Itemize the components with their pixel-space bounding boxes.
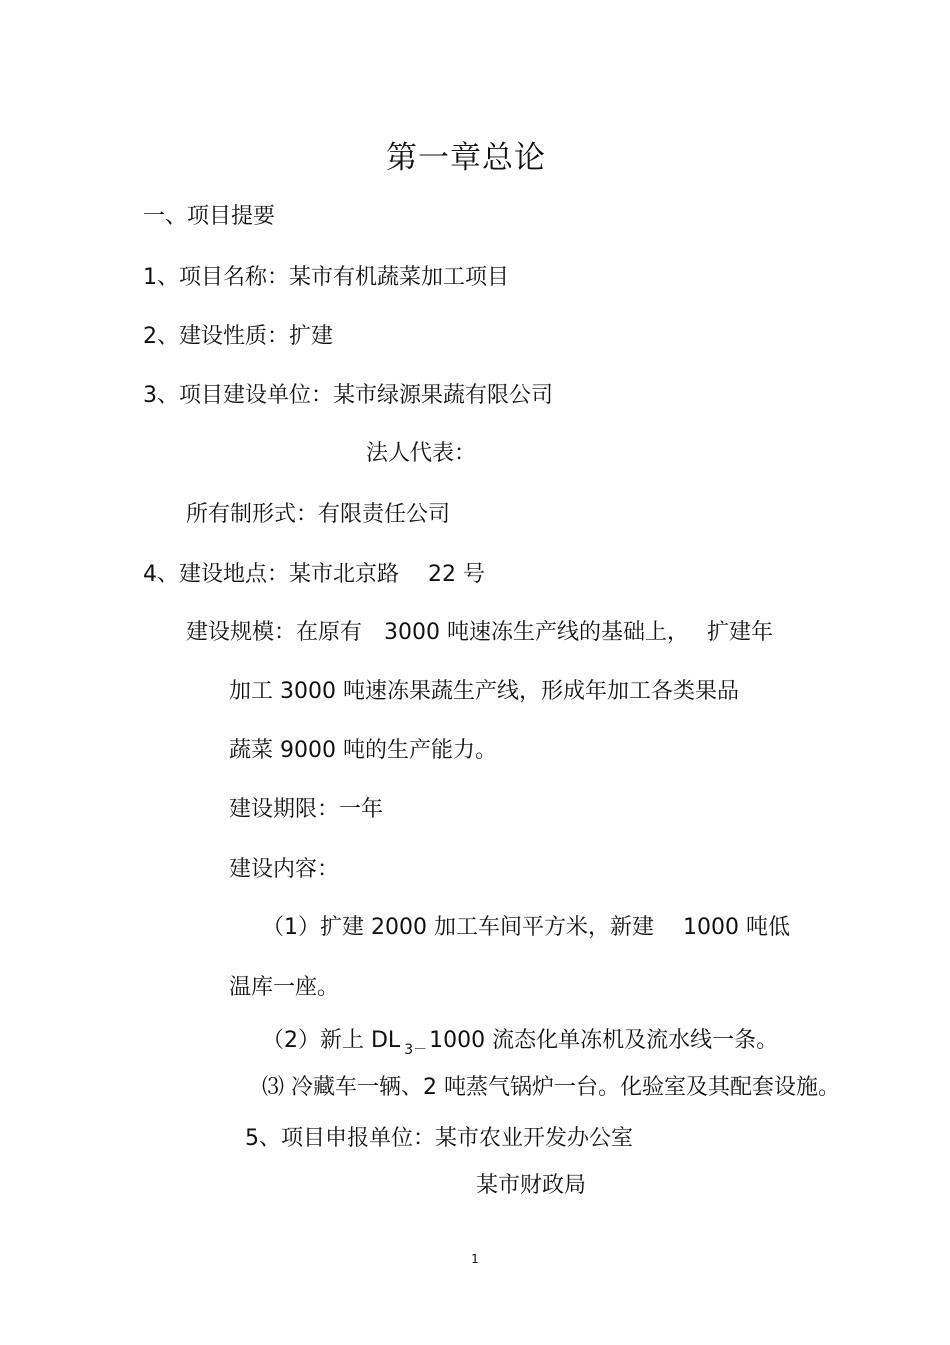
content-item-2-prefix: （2）新上 DL: [262, 1028, 401, 1053]
content-label: 建设内容：: [229, 857, 340, 882]
content-item-1-line-1: （1）扩建 2000 加工车间平方米，新建 1000 吨低: [262, 915, 790, 940]
construction-nature-line: 2、建设性质：扩建: [143, 324, 333, 349]
project-name-line: 1、项目名称：某市有机蔬菜加工项目: [143, 265, 509, 290]
content-item-1-line-2: 温库一座。: [229, 975, 340, 1000]
location-line: 4、建设地点：某市北京路 22 号: [143, 562, 485, 587]
scale-line-2: 加工 3000 吨速冻果蔬生产线，形成年加工各类果品: [229, 679, 739, 704]
construction-unit-line: 3、项目建设单位：某市绿源果蔬有限公司: [143, 383, 553, 408]
content-item-2-suffix: 1000 流态化单冻机及流水线一条。: [429, 1028, 779, 1053]
applicant-second-line: 某市财政局: [476, 1173, 587, 1198]
content-item-2-subscript: 3－: [404, 1042, 428, 1058]
applicant-line: 5、项目申报单位：某市农业开发办公室: [245, 1126, 633, 1151]
scale-line-3: 蔬菜 9000 吨的生产能力。: [229, 738, 497, 763]
page-number: 1: [471, 1252, 479, 1266]
section-heading: 一、项目提要: [143, 204, 276, 229]
chapter-title: 第一章总论: [386, 140, 546, 176]
ownership-line: 所有制形式：有限责任公司: [186, 502, 451, 527]
content-item-3: ⑶ 冷藏车一辆、2 吨蒸气锅炉一台。化验室及其配套设施。: [262, 1075, 840, 1100]
period-line: 建设期限：一年: [229, 797, 384, 822]
content-item-2: [262, 1027, 778, 1057]
legal-representative-line: 法人代表：: [366, 441, 477, 466]
scale-line-1: 建设规模：在原有 3000 吨速冻生产线的基础上， 扩建年: [186, 620, 773, 645]
